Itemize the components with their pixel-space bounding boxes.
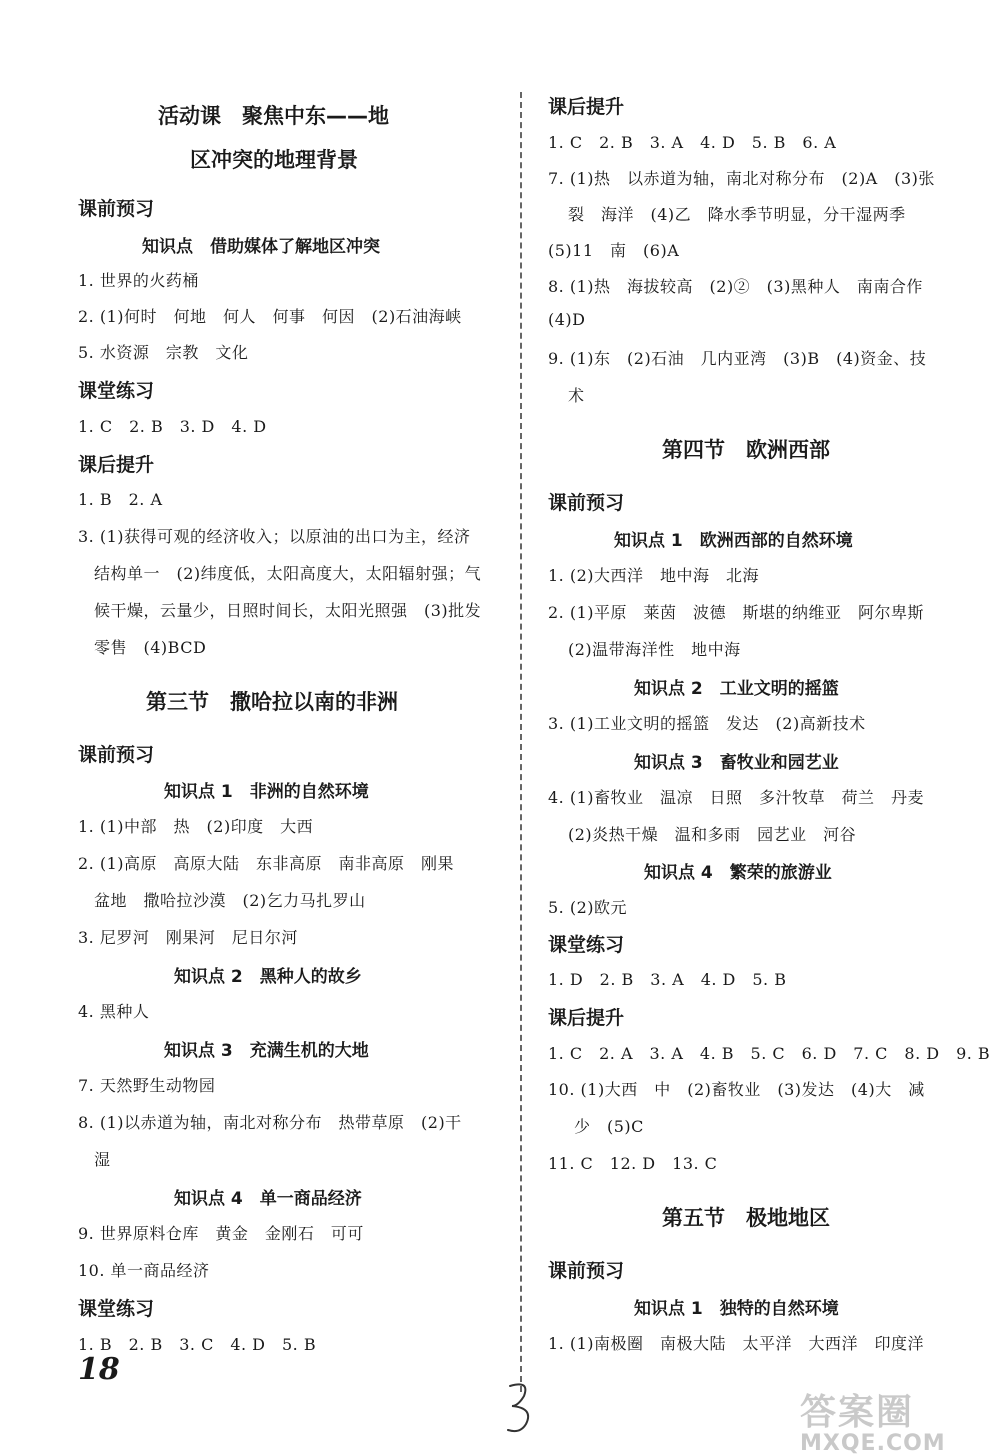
activity-title-line2: 区冲突的地理背景 [190,148,358,172]
answer-line: 4. 黑种人 [78,1002,150,1021]
answer-line: 裂 海洋 (4)乙 降水季节明显，分干湿两季 [568,205,906,224]
knowledge-point-heading: 知识点 1 非洲的自然环境 [164,782,369,802]
answer-line: 11. C 12. D 13. C [548,1154,718,1173]
answer-line: 1. D 2. B 3. A 4. D 5. B [548,970,787,989]
answer-line: 3. (1)工业文明的摇篮 发达 (2)高新技术 [548,714,866,733]
answer-line: 4. (1)畜牧业 温凉 日照 多汁牧草 荷兰 丹麦 [548,788,925,807]
knowledge-point-heading: 知识点 3 畜牧业和园艺业 [634,753,839,773]
answer-line: 9. (1)东 (2)石油 几内亚湾 (3)B (4)资金、技 [548,349,927,368]
answer-line: 5. 水资源 宗教 文化 [78,343,249,362]
knowledge-point-heading: 知识点 3 充满生机的大地 [164,1041,369,1061]
answer-line: 9. 世界原料仓库 黄金 金刚石 可可 [78,1224,364,1243]
answer-line: 1. (1)中部 热 (2)印度 大西 [78,817,314,836]
knowledge-point-heading: 知识点 4 繁荣的旅游业 [644,863,832,883]
knowledge-point-heading: 知识点 借助媒体了解地区冲突 [142,237,380,257]
subheading-classwork: 课堂练习 [78,380,155,402]
section-heading: 第四节 欧洲西部 [662,438,830,462]
knowledge-point-heading: 知识点 2 黑种人的故乡 [174,967,362,987]
answer-line: 2. (1)何时 何地 何人 何事 何因 (2)石油海峡 [78,307,462,326]
answer-line: 7. 天然野生动物园 [78,1076,216,1095]
answer-line: 少 (5)C [574,1117,644,1136]
subheading-classwork: 课堂练习 [78,1298,155,1320]
answer-line: 7. (1)热 以赤道为轴，南北对称分布 (2)A (3)张 [548,169,935,188]
subheading-preview: 课前预习 [78,744,155,766]
answer-line: 5. (2)欧元 [548,898,628,917]
section-heading: 第五节 极地地区 [662,1206,830,1230]
answer-line: 1. B 2. B 3. C 4. D 5. B [78,1335,317,1354]
answer-line: 湿 [94,1150,111,1169]
answer-line: 候干燥，云量少，日照时间长，太阳光照强 (3)批发 [94,601,482,620]
subheading-classwork: 课堂练习 [548,934,625,956]
answer-line: (4)D [548,310,586,329]
answer-line: 10. 单一商品经济 [78,1261,210,1280]
subheading-preview: 课前预习 [548,1260,625,1282]
subheading-after-class: 课后提升 [548,96,625,118]
answer-line: 1. C 2. A 3. A 4. B 5. C 6. D 7. C 8. D 9. B [548,1044,991,1063]
answer-line: 2. (1)高原 高原大陆 东非高原 南非高原 刚果 [78,854,455,873]
knowledge-point-heading: 知识点 1 欧洲西部的自然环境 [614,531,853,551]
knowledge-point-heading: 知识点 2 工业文明的摇篮 [634,679,839,699]
subheading-preview: 课前预习 [78,198,155,220]
answer-line: 1. (2)大西洋 地中海 北海 [548,566,760,585]
watermark [800,1384,946,1456]
answer-line: 8. (1)以赤道为轴，南北对称分布 热带草原 (2)干 [78,1113,462,1132]
answer-line: 1. B 2. A [78,490,163,509]
answer-line: 10. (1)大西 中 (2)畜牧业 (3)发达 (4)大 减 [548,1080,925,1099]
answer-line: 3. (1)获得可观的经济收入；以原油的出口为主，经济 [78,527,471,546]
answer-line: 3. 尼罗河 刚果河 尼日尔河 [78,928,298,947]
page-number: 18 [78,1352,120,1387]
answer-line: 8. (1)热 海拔较高 (2)② (3)黑种人 南南合作 [548,277,923,296]
subheading-after-class: 课后提升 [78,454,155,476]
answer-line: 1. C 2. B 3. D 4. D [78,417,267,436]
answer-line: 术 [568,386,585,405]
watermark-logo: 答案圈 [800,1392,915,1433]
watermark-url: MXQE.COM [800,1431,946,1456]
knowledge-point-heading: 知识点 1 独特的自然环境 [634,1299,839,1319]
subheading-preview: 课前预习 [548,492,625,514]
knowledge-point-heading: 知识点 4 单一商品经济 [174,1189,362,1209]
answer-line: 1. C 2. B 3. A 4. D 5. B 6. A [548,133,837,152]
answer-line: 零售 (4)BCD [94,638,207,657]
answer-line: 结构单一 (2)纬度低，太阳高度大，太阳辐射强；气 [94,564,482,583]
answer-line: 1. (1)南极圈 南极大陆 太平洋 大西洋 印度洋 [548,1334,925,1353]
answer-line: 1. 世界的火药桶 [78,271,199,290]
answer-line: (2)温带海洋性 地中海 [568,640,741,659]
answer-line: 盆地 撒哈拉沙漠 (2)乞力马扎罗山 [94,891,366,910]
handwritten-mark [500,1378,540,1442]
activity-title-line1: 活动课 聚焦中东——地 [158,104,389,128]
answer-line: 2. (1)平原 莱茵 波德 斯堪的纳维亚 阿尔卑斯 [548,603,925,622]
section-heading: 第三节 撒哈拉以南的非洲 [146,690,398,714]
answer-line: (2)炎热干燥 温和多雨 园艺业 河谷 [568,825,857,844]
subheading-after-class: 课后提升 [548,1007,625,1029]
answer-line: (5)11 南 (6)A [548,241,680,260]
column-divider [520,92,522,1392]
